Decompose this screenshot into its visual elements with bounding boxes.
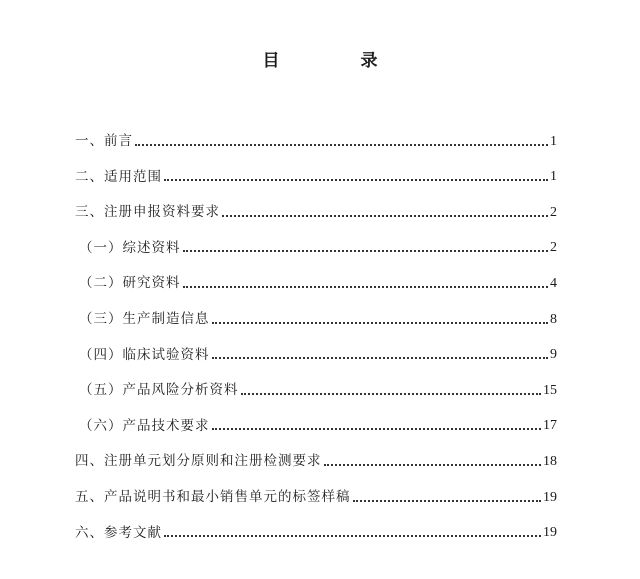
toc-title: 目 录 xyxy=(262,51,410,71)
dot-leader xyxy=(324,464,542,466)
toc-entry-label: 三、注册申报资料要求 xyxy=(75,204,220,221)
dot-leader xyxy=(212,357,549,359)
dot-leader xyxy=(241,393,542,395)
toc-entry-label: 二、适用范围 xyxy=(75,168,162,185)
toc-entry xyxy=(75,119,557,155)
dot-leader xyxy=(353,500,542,502)
toc-entry xyxy=(75,511,557,547)
dot-leader xyxy=(212,428,542,430)
toc-entry xyxy=(75,261,557,297)
toc-entry-page: 18 xyxy=(543,453,557,469)
toc-entry-page: 15 xyxy=(543,382,557,398)
toc-entry-page: 17 xyxy=(543,418,557,434)
toc-entry-label: （六）产品技术要求 xyxy=(79,417,210,434)
dot-leader xyxy=(135,144,548,146)
toc-entry-page: 19 xyxy=(543,489,557,505)
toc-entry xyxy=(75,404,557,440)
toc-list xyxy=(75,119,557,546)
toc-entry-label: 六、参考文献 xyxy=(75,524,162,541)
dot-leader xyxy=(183,286,549,288)
toc-entry-page: 2 xyxy=(550,204,557,220)
toc-entry-page: 8 xyxy=(550,311,557,327)
dot-leader xyxy=(222,215,548,217)
toc-entry-page: 9 xyxy=(550,347,557,363)
toc-entry-page: 1 xyxy=(550,169,557,185)
toc-entry xyxy=(75,475,557,511)
dot-leader xyxy=(212,322,549,324)
toc-entry-page: 4 xyxy=(550,275,557,291)
toc-entry-page: 1 xyxy=(550,133,557,149)
toc-entry-label: 五、产品说明书和最小销售单元的标签样稿 xyxy=(75,489,351,506)
toc-entry xyxy=(75,297,557,333)
toc-entry xyxy=(75,226,557,262)
toc-entry-page: 2 xyxy=(550,240,557,256)
dot-leader xyxy=(164,535,541,537)
toc-entry-page: 19 xyxy=(543,525,557,541)
toc-entry-label: 四、注册单元划分原则和注册检测要求 xyxy=(75,453,322,470)
dot-leader xyxy=(183,250,549,252)
toc-entry-label: （三）生产制造信息 xyxy=(79,311,210,328)
toc-entry-label: （一）综述资料 xyxy=(79,239,181,256)
toc-entry xyxy=(75,333,557,369)
toc-entry-label: 一、前言 xyxy=(75,133,133,150)
toc-entry xyxy=(75,368,557,404)
toc-entry-label: （四）临床试验资料 xyxy=(79,346,210,363)
toc-entry xyxy=(75,190,557,226)
dot-leader xyxy=(164,179,548,181)
toc-entry-label: （二）研究资料 xyxy=(79,275,181,292)
toc-entry xyxy=(75,155,557,191)
toc-entry-label: （五）产品风险分析资料 xyxy=(79,382,239,399)
toc-entry xyxy=(75,439,557,475)
